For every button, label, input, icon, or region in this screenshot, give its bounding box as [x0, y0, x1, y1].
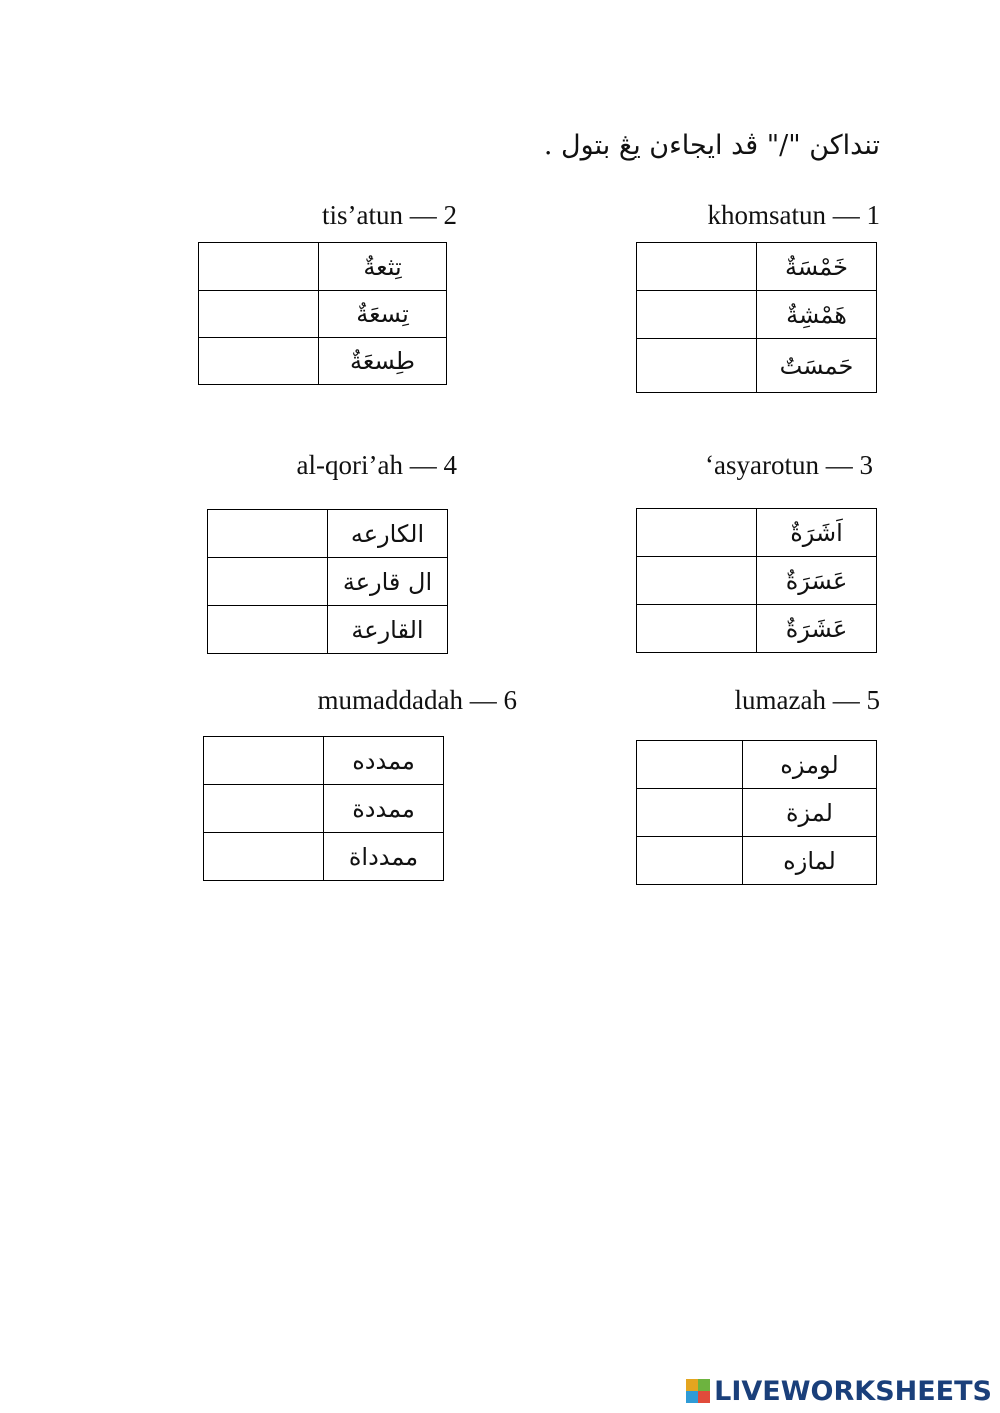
option-word: ممددة [324, 785, 444, 833]
option-word: تِسعَةٌ [319, 291, 447, 338]
question-6-title: mumaddadah — 6 [317, 685, 517, 715]
option-row [637, 837, 877, 885]
option-row [208, 558, 448, 606]
option-word: هَمْشِةٌ [757, 291, 877, 339]
answer-cell[interactable] [208, 558, 328, 606]
option-word: طِسعَةٌ [319, 338, 447, 385]
liveworksheets-logo-icon [686, 1379, 710, 1403]
question-4-title: al-qori’ah — 4 [296, 450, 457, 480]
option-row [199, 291, 447, 338]
option-word: الكارعه [328, 510, 448, 558]
option-row [637, 789, 877, 837]
option-word: القارعة [328, 606, 448, 654]
answer-cell[interactable] [637, 243, 757, 291]
liveworksheets-brand[interactable] [686, 1376, 992, 1406]
option-row [204, 737, 444, 785]
option-word: ال قارعة [328, 558, 448, 606]
answer-cell[interactable] [637, 837, 743, 885]
option-row [637, 509, 877, 557]
question-4-table [207, 509, 448, 654]
question-6-table [203, 736, 444, 881]
question-1-title: khomsatun — 1 [707, 200, 880, 230]
option-row [208, 510, 448, 558]
question-5-title: lumazah — 5 [734, 685, 880, 715]
option-row [199, 338, 447, 385]
answer-cell[interactable] [204, 785, 324, 833]
answer-cell[interactable] [637, 509, 757, 557]
question-2-title: tis’atun — 2 [322, 200, 457, 230]
question-2-table [198, 242, 447, 385]
answer-cell[interactable] [204, 737, 324, 785]
option-row [637, 339, 877, 393]
option-word: حَمسَتٌ [757, 339, 877, 393]
option-word: لمزة [743, 789, 877, 837]
instruction-text: تنداكن "/" ڤد ايجاءن يڠ بتول . [543, 130, 880, 161]
option-row [637, 605, 877, 653]
option-word: ممدداة [324, 833, 444, 881]
option-row [637, 291, 877, 339]
option-row [204, 785, 444, 833]
option-word: تِثعةٌ [319, 243, 447, 291]
answer-cell[interactable] [199, 243, 319, 291]
question-3-title: ‘asyarotun — 3 [705, 450, 873, 480]
answer-cell[interactable] [637, 339, 757, 393]
option-word: لمازه [743, 837, 877, 885]
option-word: ممدده [324, 737, 444, 785]
brand-name: LIVEWORKSHEETS [714, 1375, 992, 1407]
option-row [637, 741, 877, 789]
answer-cell[interactable] [637, 291, 757, 339]
question-1-table [636, 242, 877, 393]
answer-cell[interactable] [204, 833, 324, 881]
option-word: اَشَرَةٌ [757, 509, 877, 557]
question-3-table [636, 508, 877, 653]
answer-cell[interactable] [199, 291, 319, 338]
option-word: عَشَرَةٌ [757, 605, 877, 653]
option-word: خَمْسَةٌ [757, 243, 877, 291]
answer-cell[interactable] [208, 606, 328, 654]
option-word: لومزه [743, 741, 877, 789]
option-row [208, 606, 448, 654]
answer-cell[interactable] [208, 510, 328, 558]
answer-cell[interactable] [637, 741, 743, 789]
answer-cell[interactable] [637, 605, 757, 653]
option-word: عَسَرَةٌ [757, 557, 877, 605]
option-row [199, 243, 447, 291]
answer-cell[interactable] [199, 338, 319, 385]
answer-cell[interactable] [637, 789, 743, 837]
option-row [637, 243, 877, 291]
question-5-table [636, 740, 877, 885]
option-row [204, 833, 444, 881]
option-row [637, 557, 877, 605]
answer-cell[interactable] [637, 557, 757, 605]
